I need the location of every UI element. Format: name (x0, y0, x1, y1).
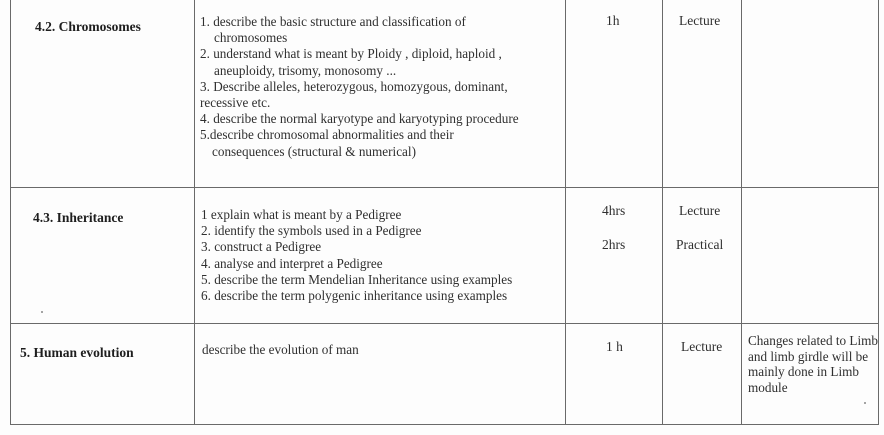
method-inheritance-practical: Practical (676, 237, 724, 252)
objectives-human-evolution (202, 342, 359, 358)
objective-line: 4. analyse and interpret a Pedigree (201, 255, 383, 271)
row-rule-2 (10, 323, 879, 324)
column-rule-topic (194, 0, 195, 425)
objective-line: 6. describe the term polygenic inheritance using examples (201, 288, 508, 304)
column-rule-duration (662, 0, 663, 425)
row-rule-1 (10, 187, 879, 188)
duration-human-evolution: 1 h (606, 339, 623, 354)
column-rule-left (10, 0, 11, 425)
remarks-human-evolution: Changes related to Limb and limb girdle will be mainly done in Limb module (748, 333, 879, 395)
topic-human-evolution: 5. Human evolution (20, 345, 134, 360)
scan-speck (864, 402, 866, 404)
objective-line: 4. describe the normal karyotype and karyotyping procedure (200, 111, 519, 127)
objective-line: 3. Describe alleles, heterozygous, homozygous, dominant, (200, 78, 508, 94)
column-rule-objectives (565, 0, 566, 425)
duration-chromosomes: 1h (606, 13, 620, 28)
topic-inheritance: 4.3. Inheritance (33, 210, 124, 225)
column-rule-right (878, 0, 879, 425)
objective-line: describe the evolution of man (202, 342, 359, 357)
method-chromosomes: Lecture (679, 13, 721, 28)
objective-line: 2. understand what is meant by Ploidy , diploid, haploid , (200, 46, 502, 62)
objectives-inheritance (201, 207, 512, 304)
objective-line: aneuploidy, trisomy, monosomy ... (214, 62, 397, 78)
objective-line: 2. identify the symbols used in a Pedigree (201, 223, 422, 239)
column-rule-method (741, 0, 742, 425)
row-rule-bottom (10, 424, 879, 425)
objective-line: recessive etc. (200, 95, 271, 111)
objective-line: 5.describe chromosomal abnormalities and their (200, 127, 454, 143)
objective-line: consequences (structural & numerical) (212, 143, 416, 159)
method-inheritance-lecture: Lecture (679, 203, 721, 218)
method-human-evolution: Lecture (681, 339, 723, 354)
scan-speck (41, 311, 43, 313)
duration-inheritance-lecture: 4hrs (602, 203, 626, 218)
objective-line: 1 explain what is meant by a Pedigree (201, 207, 402, 222)
objective-line: 5. describe the term Mendelian Inheritance using examples (201, 271, 513, 287)
objective-line: chromosomes (214, 30, 288, 46)
topic-chromosomes: 4.2. Chromosomes (35, 19, 141, 34)
objective-line: 3. construct a Pedigree (201, 239, 322, 255)
objectives-chromosomes (200, 14, 519, 160)
objective-line: 1. describe the basic structure and classification of (200, 14, 466, 29)
duration-inheritance-practical: 2hrs (602, 237, 626, 252)
